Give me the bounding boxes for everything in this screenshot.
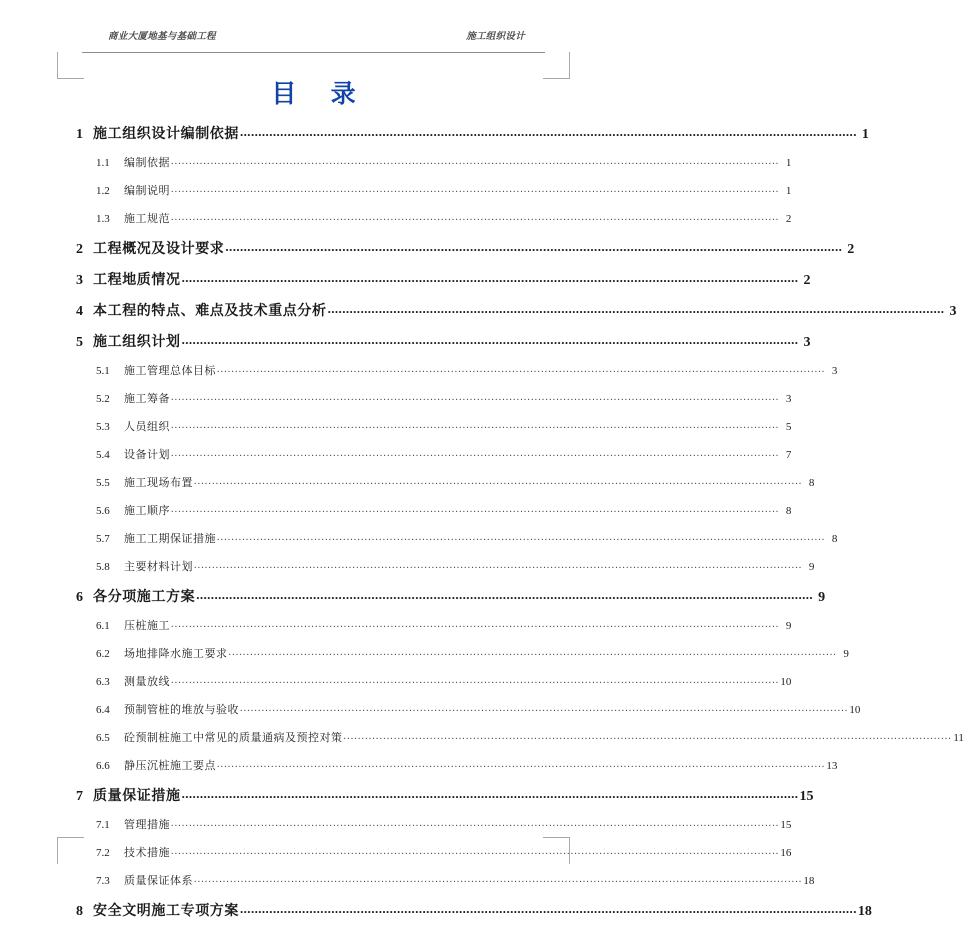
toc-dot-leader — [194, 866, 802, 894]
toc-entry-page-number: 18 — [857, 904, 872, 919]
toc-entry-label: 技术措施 — [124, 847, 170, 859]
toc-entry-label: 设备计划 — [124, 449, 170, 461]
toc-entry-level2[interactable] — [74, 497, 792, 525]
toc-entry-level2[interactable] — [74, 612, 792, 640]
toc-dot-leader — [225, 231, 842, 262]
toc-entry-number: 6.3 — [96, 676, 110, 688]
toc-entry-page-number: 1 — [785, 185, 792, 197]
toc-entry-number: 5 — [76, 335, 83, 350]
toc-entry-label: 施工工期保证措施 — [124, 533, 216, 545]
toc-entry-number: 5.5 — [96, 477, 110, 489]
toc-entry-number: 5.3 — [96, 421, 110, 433]
toc-entry-label: 施工顺序 — [124, 505, 170, 517]
toc-dot-leader — [171, 838, 779, 866]
toc-entry-page-number: 9 — [843, 648, 849, 660]
toc-entry-label: 主要材料计划 — [124, 561, 193, 573]
toc-entry-page-number: 2 — [785, 213, 792, 225]
toc-entry-label: 工程概况及设计要求 — [93, 242, 225, 257]
toc-entry-label: 工程地质情况 — [93, 273, 181, 288]
toc-entry-level2[interactable] — [74, 696, 861, 724]
toc-dot-leader — [217, 751, 825, 779]
toc-entry-number: 7.3 — [96, 875, 110, 887]
toc-entry-level2[interactable] — [74, 469, 815, 497]
toc-entry-page-number: 3 — [949, 304, 957, 319]
header-right-text: 施工组织设计 — [466, 32, 525, 42]
toc-entry-level1[interactable] — [74, 118, 869, 149]
toc-entry-label: 压桩施工 — [124, 620, 170, 632]
toc-dot-leader — [194, 552, 802, 580]
toc-entry-page-number: 18 — [803, 875, 815, 887]
toc-dot-leader — [171, 176, 779, 204]
toc-entry-label: 砼预制桩施工中常见的质量通病及预控对策 — [124, 732, 343, 744]
toc-entry-number: 6.1 — [96, 620, 110, 632]
toc-dot-leader — [182, 778, 799, 809]
toc-entry-page-number: 9 — [785, 620, 792, 632]
toc-entry-level1[interactable] — [74, 581, 826, 612]
toc-entry-level1[interactable] — [74, 895, 872, 926]
toc-entry-page-number: 13 — [826, 760, 838, 772]
toc-entry-level2[interactable] — [74, 205, 792, 233]
toc-entry-label: 施工筹备 — [124, 393, 170, 405]
toc-entry-number: 1.3 — [96, 213, 110, 225]
toc-dot-leader — [217, 356, 825, 384]
toc-entry-page-number: 7 — [785, 449, 792, 461]
toc-dot-leader — [229, 639, 837, 667]
toc-entry-number: 6.6 — [96, 760, 110, 772]
toc-entry-label: 管理措施 — [124, 819, 170, 831]
toc-entry-page-number: 10 — [780, 676, 792, 688]
toc-entry-page-number: 8 — [808, 477, 815, 489]
toc-entry-page-number: 11 — [953, 732, 964, 744]
toc-entry-page-number: 3 — [785, 393, 792, 405]
toc-entry-number: 5.7 — [96, 533, 110, 545]
toc-entry-level1[interactable] — [74, 295, 957, 326]
toc-entry-level2[interactable] — [74, 752, 838, 780]
toc-dot-leader — [328, 293, 945, 324]
toc-entry-number: 5.6 — [96, 505, 110, 517]
toc-entry-label: 人员组织 — [124, 421, 170, 433]
toc-entry-number: 6.2 — [96, 648, 110, 660]
toc-entry-page-number: 1 — [785, 157, 792, 169]
toc-entry-number: 2 — [76, 242, 83, 257]
toc-dot-leader — [171, 611, 779, 639]
toc-dot-leader — [194, 468, 802, 496]
toc-entry-level2[interactable] — [74, 668, 792, 696]
toc-entry-page-number: 15 — [780, 819, 792, 831]
toc-entry-page-number: 3 — [803, 335, 811, 350]
toc-entry-level2[interactable] — [74, 149, 792, 177]
toc-entry-number: 1.2 — [96, 185, 110, 197]
toc-entry-page-number: 3 — [831, 365, 838, 377]
toc-entry-label: 各分项施工方案 — [93, 590, 196, 605]
toc-entry-label: 安全文明施工专项方案 — [93, 904, 239, 919]
toc-dot-leader — [171, 412, 779, 440]
toc-entry-page-number: 5 — [785, 421, 792, 433]
toc-entry-level1[interactable] — [74, 326, 811, 357]
toc-entry-number: 5.1 — [96, 365, 110, 377]
toc-dot-leader — [240, 893, 857, 924]
toc-entry-label: 预制管桩的堆放与验收 — [124, 704, 239, 716]
toc-dot-leader — [344, 723, 952, 751]
toc-entry-page-number: 8 — [785, 505, 792, 517]
toc-entry-level2[interactable] — [74, 839, 792, 867]
toc-entry-level2[interactable] — [74, 724, 964, 752]
toc-dot-leader — [217, 524, 825, 552]
toc-dot-leader — [171, 384, 779, 412]
page-title: 目 录 — [271, 81, 370, 108]
toc-entry-level2[interactable] — [74, 413, 792, 441]
toc-dot-leader — [171, 204, 779, 232]
toc-entry-level2[interactable] — [74, 177, 792, 205]
toc-entry-number: 6.5 — [96, 732, 110, 744]
toc-entry-page-number: 1 — [861, 127, 869, 142]
toc-dot-leader — [240, 695, 848, 723]
toc-entry-number: 5.4 — [96, 449, 110, 461]
toc-entry-level2[interactable] — [74, 867, 815, 895]
toc-dot-leader — [171, 496, 779, 524]
toc-entry-page-number: 15 — [799, 789, 814, 804]
toc-entry-number: 7.1 — [96, 819, 110, 831]
toc-entry-level2[interactable] — [74, 640, 849, 668]
toc-dot-leader — [171, 440, 779, 468]
toc-entry-page-number: 8 — [831, 533, 838, 545]
toc-entry-label: 测量放线 — [124, 676, 170, 688]
toc-entry-level2[interactable] — [74, 811, 792, 839]
toc-entry-label: 本工程的特点、难点及技术重点分析 — [93, 304, 327, 319]
toc-entry-level2[interactable] — [74, 385, 792, 413]
toc-entry-number: 5.8 — [96, 561, 110, 573]
toc-entry-level2[interactable] — [74, 553, 815, 581]
toc-entry-label: 质量保证体系 — [124, 875, 193, 887]
toc-entry-level1[interactable] — [74, 233, 855, 264]
toc-entry-label: 施工组织计划 — [93, 335, 181, 350]
toc-entry-page-number: 9 — [808, 561, 815, 573]
toc-entry-number: 4 — [76, 304, 83, 319]
toc-entry-level2[interactable] — [74, 357, 838, 385]
header-left-text: 商业大厦地基与基础工程 — [108, 32, 216, 42]
toc-entry-label: 施工管理总体目标 — [124, 365, 216, 377]
toc-entry-number: 3 — [76, 273, 83, 288]
toc-entry-number: 7 — [76, 789, 83, 804]
toc-entry-level1[interactable] — [74, 780, 814, 811]
toc-entry-level2[interactable] — [74, 525, 838, 553]
toc-entry-label: 编制说明 — [124, 185, 170, 197]
toc-entry-label: 场地排降水施工要求 — [124, 648, 228, 660]
page-header — [82, 30, 545, 53]
toc-entry-level2[interactable] — [74, 441, 792, 469]
toc-dot-leader — [182, 324, 799, 355]
toc-entry-number: 7.2 — [96, 847, 110, 859]
toc-entry-page-number: 9 — [818, 590, 826, 605]
toc-entry-page-number: 2 — [847, 242, 855, 257]
toc-entry-number: 1.1 — [96, 157, 110, 169]
toc-entry-number: 1 — [76, 127, 83, 142]
toc-entry-page-number: 16 — [780, 847, 792, 859]
toc-entry-page-number: 10 — [849, 704, 861, 716]
table-of-contents — [74, 118, 964, 926]
toc-dot-leader — [240, 116, 857, 147]
toc-entry-number: 6 — [76, 590, 83, 605]
toc-entry-label: 施工组织设计编制依据 — [93, 127, 239, 142]
toc-dot-leader — [171, 667, 779, 695]
toc-entry-label: 编制依据 — [124, 157, 170, 169]
toc-entry-label: 静压沉桩施工要点 — [124, 760, 216, 772]
toc-dot-leader — [196, 579, 813, 610]
toc-entry-number: 8 — [76, 904, 83, 919]
toc-entry-number: 6.4 — [96, 704, 110, 716]
toc-entry-level1[interactable] — [74, 264, 811, 295]
toc-entry-label: 施工规范 — [124, 213, 170, 225]
toc-entry-label: 施工现场布置 — [124, 477, 193, 489]
toc-entry-number: 5.2 — [96, 393, 110, 405]
toc-dot-leader — [171, 148, 779, 176]
toc-entry-page-number: 2 — [803, 273, 811, 288]
toc-entry-label: 质量保证措施 — [93, 789, 181, 804]
toc-dot-leader — [182, 262, 799, 293]
toc-dot-leader — [171, 810, 779, 838]
